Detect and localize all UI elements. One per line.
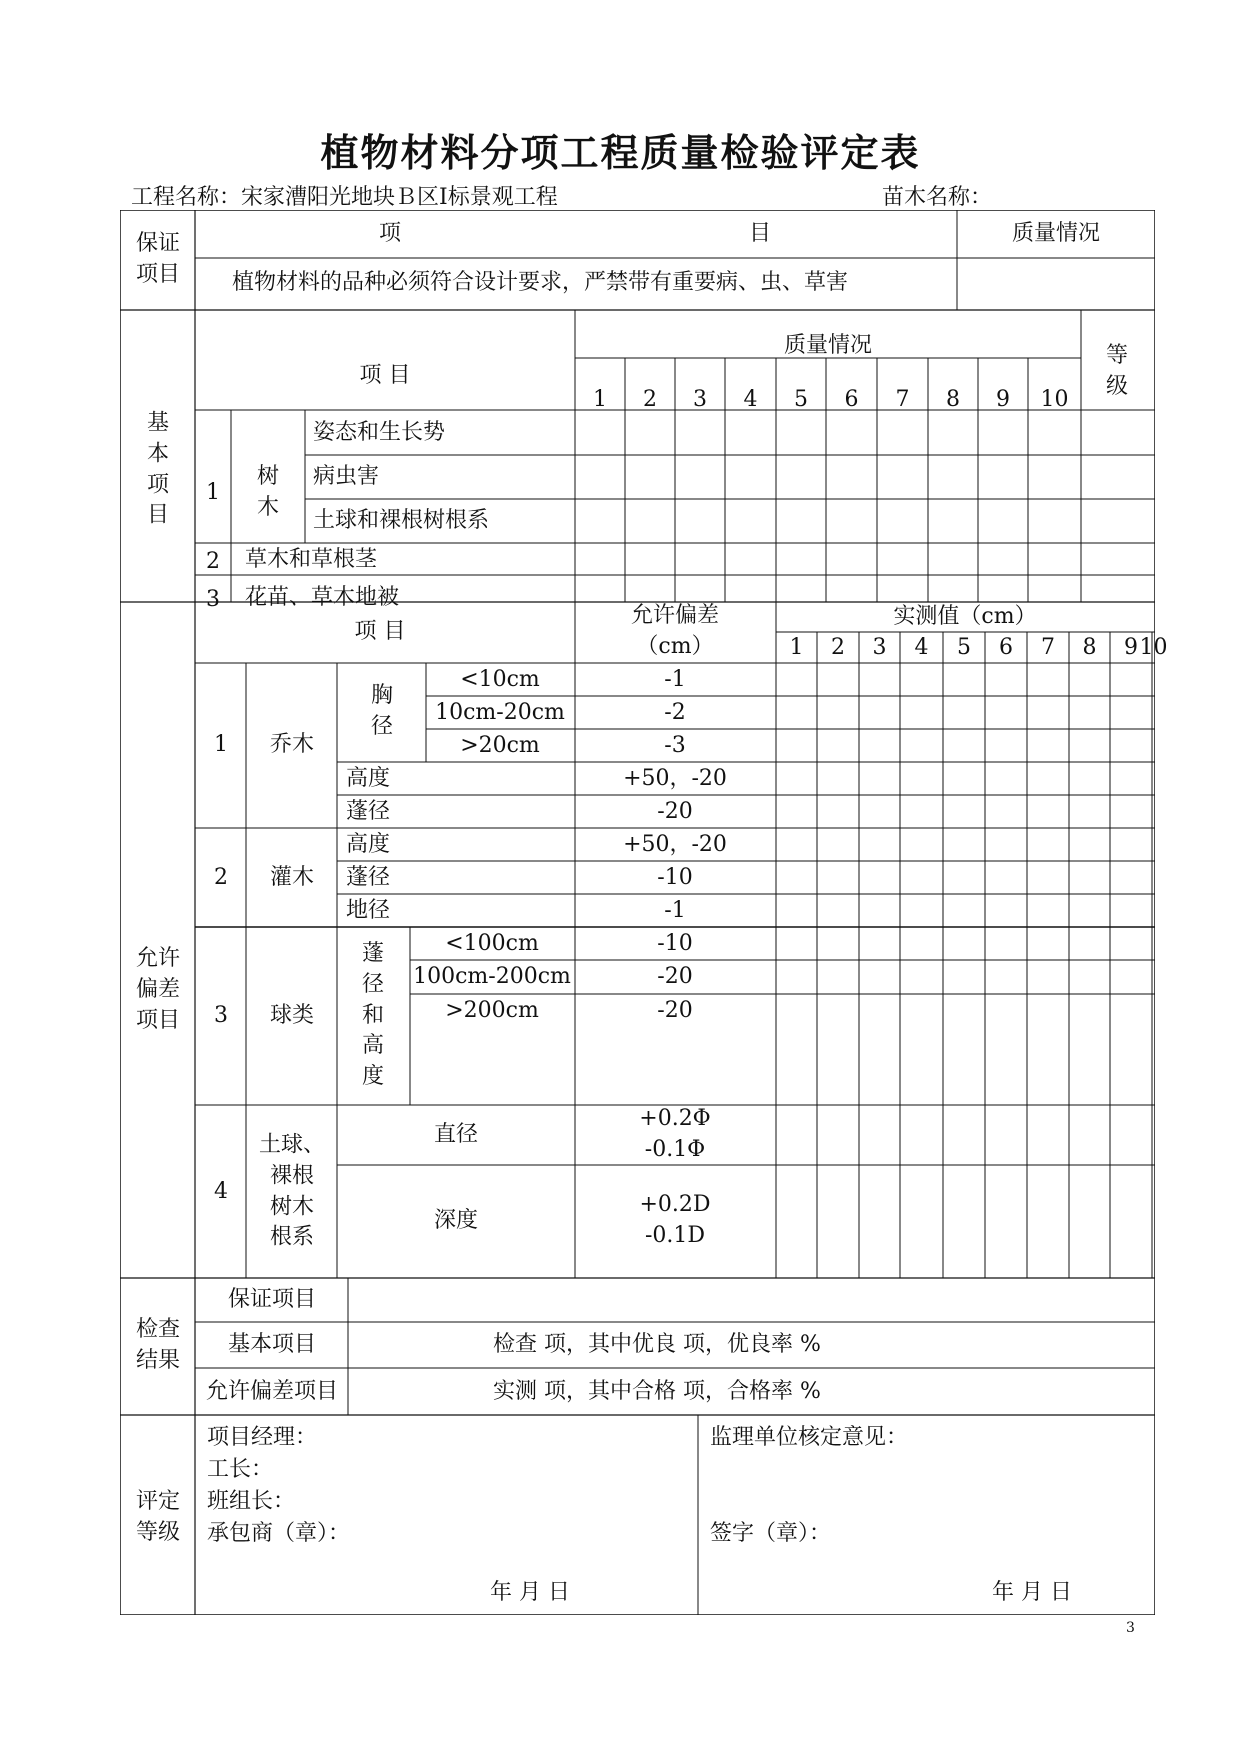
- deviation-row-value: +0.2D -0.1D: [639, 1192, 711, 1248]
- deviation-row-label: >200cm: [445, 997, 539, 1023]
- evaluation-right-sign: 签字（章）：: [710, 1520, 832, 1546]
- deviation-row-label: 100cm-200cm: [413, 963, 571, 989]
- deviation-group-index: 3: [214, 1002, 228, 1028]
- deviation-row-value: -3: [664, 732, 686, 758]
- deviation-section-label: 允许 偏差 项目: [135, 945, 181, 1033]
- basic-col-quality: 质量情况: [783, 332, 873, 358]
- deviation-col-item: 项 目: [354, 618, 406, 644]
- inspection-basic-text: 检查 项，其中优良 项，优良率 %: [493, 1331, 821, 1357]
- deviation-row-label: 深度: [433, 1207, 479, 1233]
- deviation-row-label: <100cm: [445, 930, 539, 956]
- deviation-number: 5: [957, 634, 971, 660]
- basic-row-index: 3: [206, 586, 220, 612]
- evaluation-left-line: 项目经理：: [207, 1424, 318, 1450]
- basic-tree-index: 1: [206, 479, 220, 505]
- evaluation-section-label: 评定 等级: [135, 1489, 181, 1545]
- evaluation-left-line: 承包商（章）：: [207, 1520, 351, 1546]
- evaluation-left-date: 年 月 日: [490, 1579, 570, 1605]
- deviation-sub-label: 胸 径: [370, 683, 394, 739]
- basic-number: 6: [844, 386, 859, 412]
- deviation-number: 10: [1139, 634, 1168, 660]
- basic-tree-item: 土球和裸根树根系: [313, 507, 490, 533]
- deviation-group-name: 乔木: [269, 731, 315, 757]
- basic-number: 1: [593, 386, 607, 412]
- deviation-number: 2: [831, 634, 845, 660]
- guarantee-col-item: 目: [748, 220, 772, 246]
- deviation-group-name: 灌木: [269, 864, 315, 890]
- guarantee-section-label: 保证 项目: [135, 231, 181, 287]
- basic-col-item: 项 目: [359, 362, 411, 388]
- deviation-group-index: 2: [214, 864, 228, 890]
- deviation-group-index: 4: [214, 1178, 228, 1204]
- deviation-row-value: -2: [664, 699, 686, 725]
- page-title: 植物材料分项工程质量检验评定表: [320, 130, 921, 175]
- deviation-row-value: -20: [657, 798, 693, 824]
- deviation-number: 3: [872, 634, 887, 660]
- basic-number: 3: [693, 386, 707, 412]
- deviation-number: 1: [789, 634, 804, 660]
- deviation-row-value: +50，-20: [623, 765, 727, 791]
- deviation-group-index: 1: [214, 731, 228, 757]
- deviation-group-name: 土球、 裸根 树木 根系: [258, 1132, 326, 1250]
- evaluation-right-date: 年 月 日: [992, 1579, 1072, 1605]
- deviation-row-label: 蓬径: [346, 864, 391, 890]
- basic-number: 2: [643, 386, 657, 412]
- deviation-col-allow: 允许偏差 （cm）: [630, 603, 720, 659]
- guarantee-col-item: 项: [378, 220, 402, 246]
- basic-tree-item: 病虫害: [313, 463, 380, 489]
- inspection-guarantee-label: 保证项目: [227, 1286, 317, 1312]
- seedling-name: 苗木名称：: [882, 185, 993, 210]
- basic-number: 8: [946, 386, 960, 412]
- deviation-number: 6: [999, 634, 1013, 660]
- project-name: 工程名称：宋家漕阳光地块Ｂ区Ⅰ标景观工程: [131, 185, 558, 210]
- basic-number: 7: [895, 386, 910, 412]
- inspection-basic-label: 基本项目: [227, 1331, 317, 1357]
- basic-row-label: 草木和草根茎: [245, 546, 378, 572]
- deviation-number: 9: [1124, 634, 1138, 660]
- basic-tree-label: 树 木: [256, 464, 280, 520]
- deviation-row-value: -1: [664, 666, 686, 692]
- deviation-row-value: -20: [657, 963, 693, 989]
- basic-number: 9: [996, 386, 1010, 412]
- evaluation-right-title: 监理单位核定意见：: [710, 1424, 909, 1450]
- deviation-row-value: -1: [664, 897, 686, 923]
- deviation-row-label: 高度: [346, 765, 391, 791]
- inspection-section-label: 检查 结果: [135, 1317, 181, 1373]
- inspection-deviation-text: 实测 项，其中合格 项，合格率 %: [493, 1378, 821, 1404]
- basic-number: 10: [1040, 386, 1069, 412]
- basic-section-label: 基 本 项 目: [146, 410, 170, 528]
- deviation-row-value: +0.2Φ -0.1Φ: [639, 1106, 711, 1162]
- deviation-row-label: <10cm: [460, 666, 540, 692]
- deviation-row-label: 高度: [346, 831, 391, 857]
- deviation-row-label: >20cm: [460, 732, 540, 758]
- deviation-sub-label: 蓬 径 和 高 度: [361, 941, 385, 1090]
- evaluation-form: [120, 210, 1168, 1615]
- deviation-group-name: 球类: [269, 1002, 315, 1028]
- deviation-row-label: 地径: [346, 897, 391, 923]
- deviation-row-label: 直径: [433, 1121, 479, 1147]
- basic-row-label: 花苗、草木地被: [245, 584, 400, 610]
- basic-row-index: 2: [206, 548, 220, 574]
- inspection-deviation-label: 允许偏差项目: [205, 1378, 339, 1404]
- deviation-row-value: -10: [657, 864, 693, 890]
- deviation-number: 4: [914, 634, 929, 660]
- deviation-row-value: -10: [657, 930, 693, 956]
- guarantee-requirement: 植物材料的品种必须符合设计要求，严禁带有重要病、虫、草害: [231, 269, 849, 295]
- deviation-row-value: +50，-20: [623, 831, 727, 857]
- deviation-row-label: 10cm-20cm: [435, 699, 565, 725]
- evaluation-left-line: 工长：: [207, 1456, 274, 1482]
- guarantee-col-quality: 质量情况: [1011, 220, 1101, 246]
- deviation-row-label: 蓬径: [346, 798, 391, 824]
- basic-number: 4: [743, 386, 758, 412]
- deviation-number: 8: [1082, 634, 1097, 660]
- page-number: 3: [1126, 1620, 1135, 1636]
- basic-number: 5: [794, 386, 808, 412]
- basic-col-grade: 等 级: [1105, 343, 1129, 399]
- deviation-number: 7: [1041, 634, 1055, 660]
- deviation-col-measured: 实测值（cm）: [893, 603, 1037, 629]
- deviation-row-value: -20: [657, 997, 693, 1023]
- basic-tree-item: 姿态和生长势: [313, 419, 446, 445]
- evaluation-left-line: 班组长：: [207, 1488, 296, 1514]
